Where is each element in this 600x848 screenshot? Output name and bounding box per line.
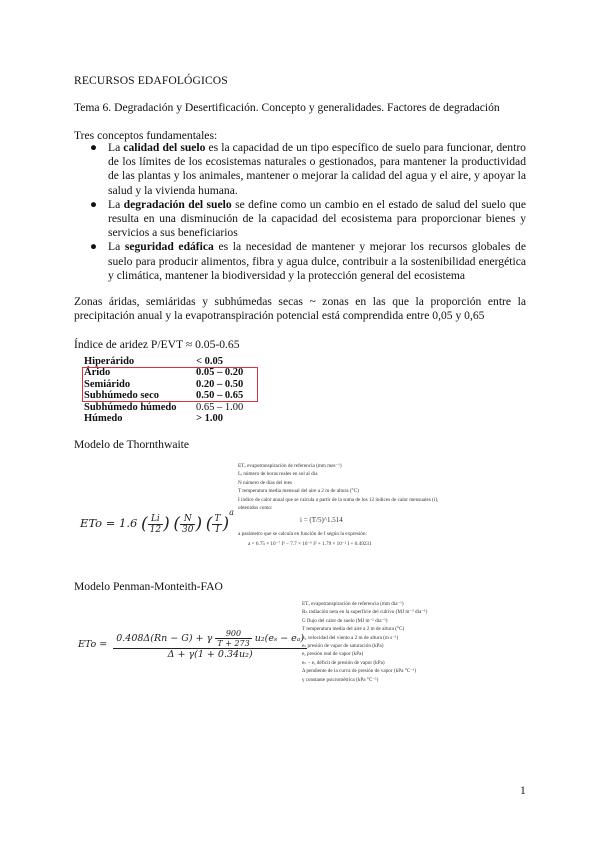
equation-exponent: a xyxy=(229,508,234,517)
frac-num: 900 xyxy=(215,629,251,639)
frac-num: Li xyxy=(148,514,163,525)
note-line: I índice de calor anual que se calcula a partir de la suma de los 12 índices de calor mensuales (i), xyxy=(238,496,439,503)
bullet-term: degradación del suelo xyxy=(123,197,232,211)
bullet-text: es la necesidad de mantener y mejorar los recursos globales de suelo para producir alimentos, fibra y agua dulce, contribuir a la sostenibilidad energética y climática, mantener la biodiversidad y la protección general del ecosistema xyxy=(108,240,526,282)
equation-lhs: ETo = xyxy=(78,639,108,650)
bullet-pre: La xyxy=(108,240,125,254)
table-cell-label: Subhúmedo húmedo xyxy=(84,401,177,413)
intro-text: Tres conceptos fundamentales: xyxy=(74,129,218,142)
table-cell-value: 0.20 – 0.50 xyxy=(196,378,244,390)
numerator-text: 0.408Δ(Rn − G) + γ xyxy=(116,633,213,644)
note-line: eₐ presión real de vapor (kPa) xyxy=(302,651,364,658)
table-row xyxy=(84,402,264,413)
page-number: 1 xyxy=(520,784,526,797)
table-cell-value: 0.05 – 0.20 xyxy=(196,367,244,379)
table-cell-label: Semiárido xyxy=(84,378,131,390)
note-line: eₛ − eₐ déficit de presión de vapor (kPa) xyxy=(302,659,385,666)
bullet-icon: ● xyxy=(90,141,98,154)
frac-num xyxy=(113,629,307,649)
frac-num: N xyxy=(180,514,195,525)
thornthwaite-a-formula: a = 6.75 × 10⁻⁷ I³ − 7.7 × 10⁻⁵ I² + 1.79 × 10⁻² I + 0.49231 xyxy=(248,541,372,547)
note-line: N número de días del mes xyxy=(238,479,293,486)
note-line: ETₒ evapotranspiración de referencia (mm día⁻¹) xyxy=(302,601,404,607)
note-line: obtenidos como: xyxy=(238,505,273,512)
note-line: γ constante psicrométrica (kPa °C⁻¹) xyxy=(302,676,379,683)
frac-den: T + 273 xyxy=(217,639,250,648)
penman-notes xyxy=(302,600,427,684)
note-line: T temperatura media mensual del aire a 2 m de altura (°C) xyxy=(238,488,359,495)
thornthwaite-i-formula: i = (T/5)^1.514 xyxy=(300,516,343,524)
dryland-highlight-box xyxy=(82,367,258,402)
thornthwaite-notes xyxy=(238,462,438,512)
thornthwaite-a-note: a parámetro que se calcula en función de I según la expresión: xyxy=(238,531,367,537)
frac-den: 12 xyxy=(149,524,162,535)
thornthwaite-equation: ETo = 1.6 ( $\frac{Li}{12}$ ) ( $\frac{N}{30}$ ) ( $\frac{T}{I}$ )$^a$ xyxy=(80,508,234,535)
frac-den: I xyxy=(215,524,220,535)
bullet-icon: ● xyxy=(90,197,98,211)
numerator-tail: u₂(eₛ − eₐ) xyxy=(254,633,305,644)
table-cell-label: Húmedo xyxy=(84,413,123,425)
table-cell-label: Árido xyxy=(84,367,111,379)
frac-num: T xyxy=(214,513,221,524)
table-row xyxy=(84,413,264,424)
topic-title: Tema 6. Degradación y Desertificación. Concepto y generalidades. Factores de degradación xyxy=(74,101,500,114)
table-cell-value: > 1.00 xyxy=(196,413,223,425)
bullet-term: seguridad edáfica xyxy=(124,240,214,254)
aridity-index-title: Índice de aridez P/EVT ≈ 0.05-0.65 xyxy=(74,338,240,351)
note-line: ETₒ evapotranspiración de referencia (mm mes⁻¹) xyxy=(238,463,342,469)
list-item xyxy=(74,198,526,241)
note-line: T temperatura media del aire a 2 m de altura (°C) xyxy=(302,626,405,633)
bullet-text: es la capacidad de un tipo específico de suelo para funcionar, dentro de los límites de los ecosistemas naturales o gestionados, para mantener la productividad de las plantas y los animales, mantener o mejorar la calidad del agua y el aire, y apoyar la salud y la vivienda humana. xyxy=(108,141,526,197)
thornthwaite-title: Modelo de Thornthwaite xyxy=(74,438,190,451)
note-line: eₛ presión de vapor de saturación (kPa) xyxy=(302,643,384,650)
table-cell-label: Hiperárido xyxy=(84,356,135,367)
penman-title: Modelo Penman-Monteith-FAO xyxy=(74,580,223,593)
equation-lhs: ETo = 1.6 xyxy=(80,516,138,530)
document-heading: RECURSOS EDAFOLÓGICOS xyxy=(74,74,228,87)
bullet-icon: ● xyxy=(90,240,98,254)
bullet-text: se define como un cambio en el estado de salud del suelo que resulta en una disminución de la capacidad del ecosistema para proporcionar bienes y servicios a sus beneficiarios xyxy=(108,197,526,240)
table-row xyxy=(84,356,264,367)
penman-equation xyxy=(78,629,307,660)
frac-den: Δ + γ(1 + 0.34u₂) xyxy=(167,649,253,660)
bullet-pre: La xyxy=(108,197,124,211)
frac-den: 30 xyxy=(182,524,194,535)
note-line: Rₙ radiación neta en la superficie del cultivo (MJ m⁻² día⁻¹) xyxy=(302,609,428,616)
list-item xyxy=(74,240,526,283)
note-line: G flujo del calor de suelo (MJ m⁻² día⁻¹) xyxy=(302,617,388,624)
note-line: u₂ velocidad del viento a 2 m de altura (m s⁻¹) xyxy=(302,634,399,641)
note-line: Δ pendiente de la curva de presión de vapor (kPa °C⁻¹) xyxy=(302,668,417,675)
bullet-term: calidad del suelo xyxy=(123,141,206,154)
arid-zones-paragraph: Zonas áridas, semiáridas y subhúmedas secas ~ zonas en las que la proporción entre la precipitación anual y la evapotranspiración potencial está comprendida entre 0,05 y 0,65 xyxy=(74,295,526,323)
table-cell-value: < 0.05 xyxy=(196,356,223,367)
note-line: Lᵢ número de horas reales en sol al día xyxy=(238,471,318,478)
bullet-pre: La xyxy=(108,141,124,154)
table-cell-label: Subhúmedo seco xyxy=(84,390,159,402)
table-cell-value: 0.50 – 0.65 xyxy=(196,390,244,402)
penman-main-fraction xyxy=(113,629,307,660)
table-cell-value: 0.65 – 1.00 xyxy=(196,401,244,413)
list-item xyxy=(74,141,526,198)
concept-list xyxy=(74,141,526,283)
